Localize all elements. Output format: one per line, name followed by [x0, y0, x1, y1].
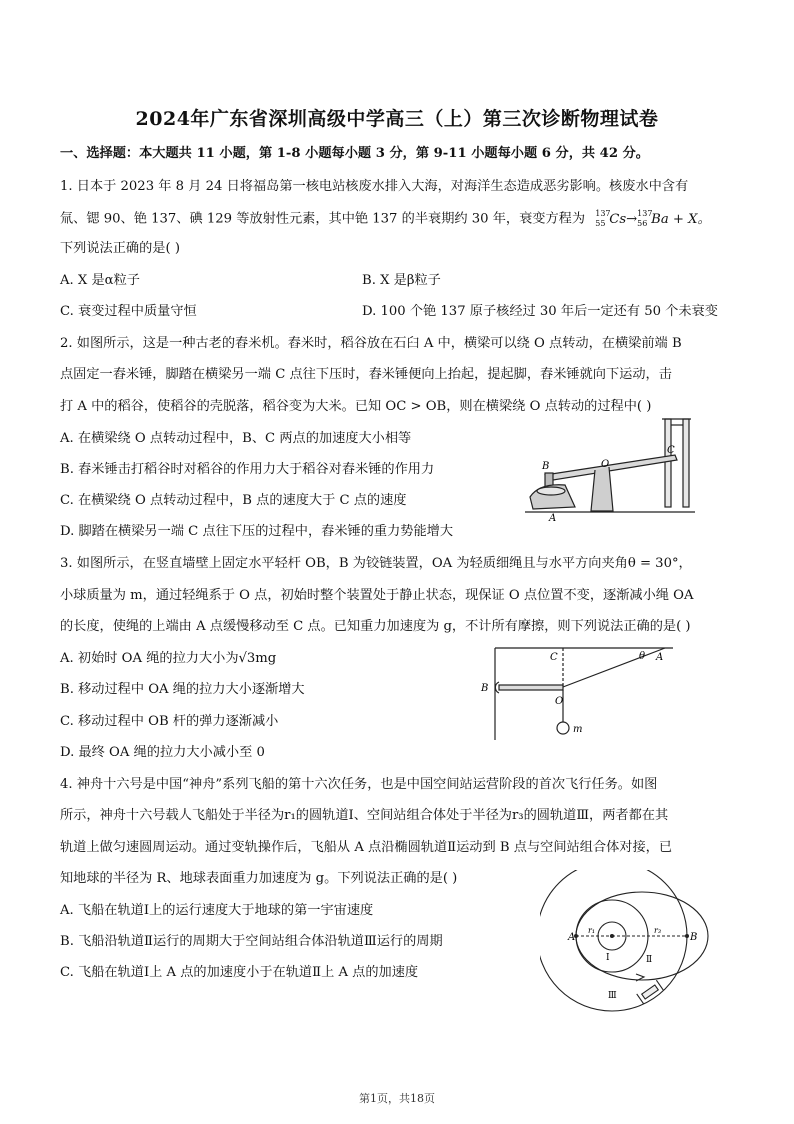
- q4-option-c: C. 飞船在轨道Ⅰ上 A 点的加速度小于在轨道Ⅱ上 A 点的加速度: [60, 965, 419, 980]
- fig3-label-m: m: [573, 724, 583, 735]
- fig4-label-orbit-1: Ⅰ: [606, 953, 610, 963]
- q2-line3: 打 A 中的稻谷，使稻谷的壳脱落，稻谷变为大米。已知 OC > OB，则在横梁绕 O 点转动的过程中( ): [60, 399, 652, 414]
- q1-line3: 下列说法正确的是( ): [60, 241, 180, 256]
- page-footer: 第1页，共18页: [359, 1092, 435, 1105]
- fig-label-o: O: [601, 459, 610, 470]
- fig-label-a: A: [549, 513, 557, 523]
- q1-line2: [60, 210, 711, 229]
- q4-line1: 4. 神舟十六号是中国“神舟”系列飞船的第十六次任务，也是中国空间站运营阶段的首次飞行任务。如图: [60, 777, 658, 792]
- orbit-figure: [540, 870, 720, 1020]
- fig4-label-r1: r₁: [588, 926, 596, 935]
- ba-nuclide-numbers: 137 56: [637, 209, 653, 228]
- fig4-label-a: A: [568, 932, 576, 943]
- point-b-dot: [685, 934, 689, 938]
- q3-option-b: B. 移动过程中 OA 绳的拉力大小逐渐增大: [60, 682, 305, 697]
- fig3-label-theta: θ: [639, 651, 646, 662]
- cs-nuclide-numbers: 137 55: [595, 209, 611, 228]
- q1-line1: 1. 日本于 2023 年 8 月 24 日将福岛第一核电站核废水排入大海，对海洋生态造成恶劣影响。核废水中含有: [60, 179, 689, 194]
- q2-option-a: A. 在横梁绕 O 点转动过程中，B、C 两点的加速度大小相等: [60, 431, 412, 446]
- decay-equation: 137 55 Cs→ 137 56 Ba + X。: [595, 209, 711, 228]
- q1-option-d: D. 100 个铯 137 原子核经过 30 年后一定还有 50 个未衰变: [362, 304, 718, 319]
- rice-pounder-figure: [525, 415, 705, 523]
- q2-option-b: B. 舂米锤击打稻谷时对稻谷的作用力大于稻谷对舂米锤的作用力: [60, 462, 435, 477]
- fig4-label-r3: r₃: [654, 926, 662, 935]
- q4-line4: 知地球的半径为 R、地球表面重力加速度为 g。下列说法正确的是( ): [60, 871, 458, 886]
- q1-line2-text: 氚、锶 90、铯 137、碘 129 等放射性元素，其中铯 137 的半衰期约 30 年，衰变方程为: [60, 211, 586, 227]
- q4-line3: 轨道上做匀速圆周运动。通过变轨操作后，飞船从 A 点沿椭圆轨道Ⅱ运动到 B 点与空间站组合体对接，已: [60, 840, 673, 855]
- fig3-label-a: A: [656, 652, 664, 663]
- q3-option-a: A. 初始时 OA 绳的拉力大小为√3mg: [60, 651, 277, 666]
- q1-option-a: A. X 是α粒子: [60, 273, 140, 288]
- fig4-label-orbit-2: Ⅱ: [646, 955, 653, 965]
- q3-line3: 的长度，使绳的上端由 A 点缓慢移动至 C 点。已知重力加速度为 g，不计所有摩擦，则下列说法正确的是( ): [60, 619, 691, 634]
- fig-label-c: C: [667, 445, 675, 456]
- q3-option-c: C. 移动过程中 OB 杆的弹力逐渐减小: [60, 714, 279, 729]
- q4-option-a: A. 飞船在轨道Ⅰ上的运行速度大于地球的第一宇宙速度: [60, 903, 374, 918]
- fig4-label-orbit-3: Ⅲ: [608, 991, 617, 1001]
- fig-label-b: B: [542, 461, 550, 472]
- q1-option-b: B. X 是β粒子: [362, 273, 441, 288]
- page-title: 2024年广东省深圳高级中学高三（上）第三次诊断物理试卷: [135, 108, 659, 130]
- q3-option-d: D. 最终 OA 绳的拉力大小减小至 0: [60, 745, 265, 760]
- rod-rope-figure: [475, 640, 680, 750]
- fig3-label-o: O: [555, 696, 564, 707]
- q1-option-c: C. 衰变过程中质量守恒: [60, 304, 197, 319]
- fig4-label-b: B: [690, 932, 698, 943]
- fig3-label-c: C: [550, 652, 558, 663]
- q2-option-d: D. 脚踏在横梁另一端 C 点往下压的过程中，舂米锤的重力势能增大: [60, 524, 454, 539]
- q2-option-c: C. 在横梁绕 O 点转动过程中，B 点的速度大于 C 点的速度: [60, 493, 407, 508]
- fig3-label-b: B: [481, 683, 489, 694]
- q4-option-b: B. 飞船沿轨道Ⅱ运行的周期大于空间站组合体沿轨道Ⅲ运行的周期: [60, 934, 443, 949]
- q2-line1: 2. 如图所示，这是一种古老的舂米机。舂米时，稻谷放在石臼 A 中，横梁可以绕 O 点转动，在横梁前端 B: [60, 336, 682, 351]
- q3-line2: 小球质量为 m，通过轻绳系于 O 点，初始时整个装置处于静止状态，现保证 O 点位置不变，逐渐减小绳 OA: [60, 588, 694, 603]
- q3-line1: 3. 如图所示，在竖直墙壁上固定水平轻杆 OB，B 为铰链装置，OA 为轻质细绳且与水平方向夹角θ = 30°，: [60, 556, 692, 571]
- q4-line2: 所示，神舟十六号载人飞船处于半径为r₁的圆轨道Ⅰ、空间站组合体处于半径为r₃的圆轨道Ⅲ，两者都在其: [60, 808, 669, 823]
- section-heading: 一、选择题：本大题共 11 小题，第 1-8 小题每小题 3 分，第 9-11 小题每小题 6 分，共 42 分。: [60, 146, 649, 161]
- q2-line2: 点固定一舂米锤，脚踏在横梁另一端 C 点往下压时，舂米锤便向上抬起，提起脚，舂米锤就向下运动，击: [60, 367, 672, 382]
